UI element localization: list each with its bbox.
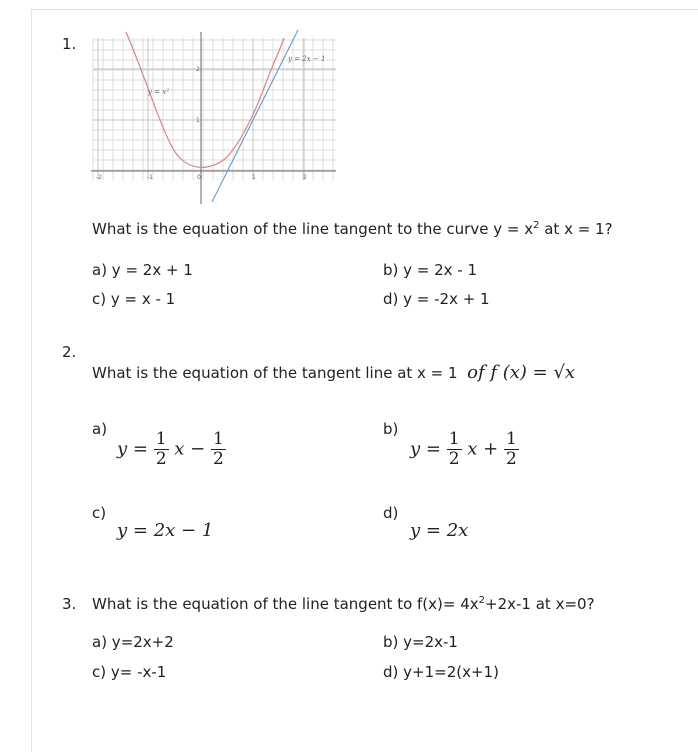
question-1-text: What is the equation of the line tangent to the curve $y = x^2$ at x = 1? (92, 220, 613, 238)
graph-tick-y-2: 2 (196, 66, 200, 73)
question-3-option-d[interactable]: d) y+1=2(x+1) (383, 663, 499, 681)
question-2-text: What is the equation of the tangent line at x = 1 of f (x) = √x (92, 362, 576, 383)
graph-tick-x-neg1: -1 (147, 174, 153, 181)
question-1-option-d[interactable]: d) y = -2x + 1 (383, 290, 490, 308)
question-2-number: 2. (62, 343, 77, 361)
question-3-text: What is the equation of the line tangent to $f(x)= 4x^2+2x-1$ at x=0? (92, 595, 595, 613)
question-2-equation-c[interactable]: y = 2x − 1 (117, 520, 214, 541)
question-2-label-b[interactable]: b) (383, 420, 399, 438)
question-2-label-d[interactable]: d) (383, 504, 399, 522)
graph-tick-y-1: 1 (196, 117, 200, 124)
question-2-label-c[interactable]: c) (92, 504, 107, 522)
question-3-number: 3. (62, 595, 77, 613)
question-3-option-a[interactable]: a) y=2x+2 (92, 633, 174, 651)
question-1-graph (88, 28, 338, 206)
question-2-label-a[interactable]: a) (92, 420, 108, 438)
graph-curve-label: y = x² (148, 88, 170, 96)
question-2-equation-a[interactable]: y = $\frac{1}{2}$ x − $\frac{1}{2}$ (117, 429, 224, 469)
graph-tick-x-1: 1 (252, 174, 256, 181)
question-3-option-b[interactable]: b) y=2x-1 (383, 633, 458, 651)
graph-tick-x-neg2: -2 (96, 174, 102, 181)
question-2-equation-b[interactable]: y = $\frac{1}{2}$ x + $\frac{1}{2}$ (410, 429, 517, 469)
question-1-option-c[interactable]: c) y = x - 1 (92, 290, 176, 308)
question-1-option-b[interactable]: b) y = 2x - 1 (383, 261, 478, 279)
graph-tick-x-2: 2 (303, 174, 307, 181)
graph-line-label: y = 2x − 1 (288, 55, 326, 63)
graph-tick-x-0: 0 (197, 174, 201, 181)
question-3-option-c[interactable]: c) y= -x-1 (92, 663, 167, 681)
question-1-number: 1. (62, 35, 77, 53)
question-2-equation-d[interactable]: y = 2x (410, 520, 469, 541)
question-1-option-a[interactable]: a) y = 2x + 1 (92, 261, 193, 279)
